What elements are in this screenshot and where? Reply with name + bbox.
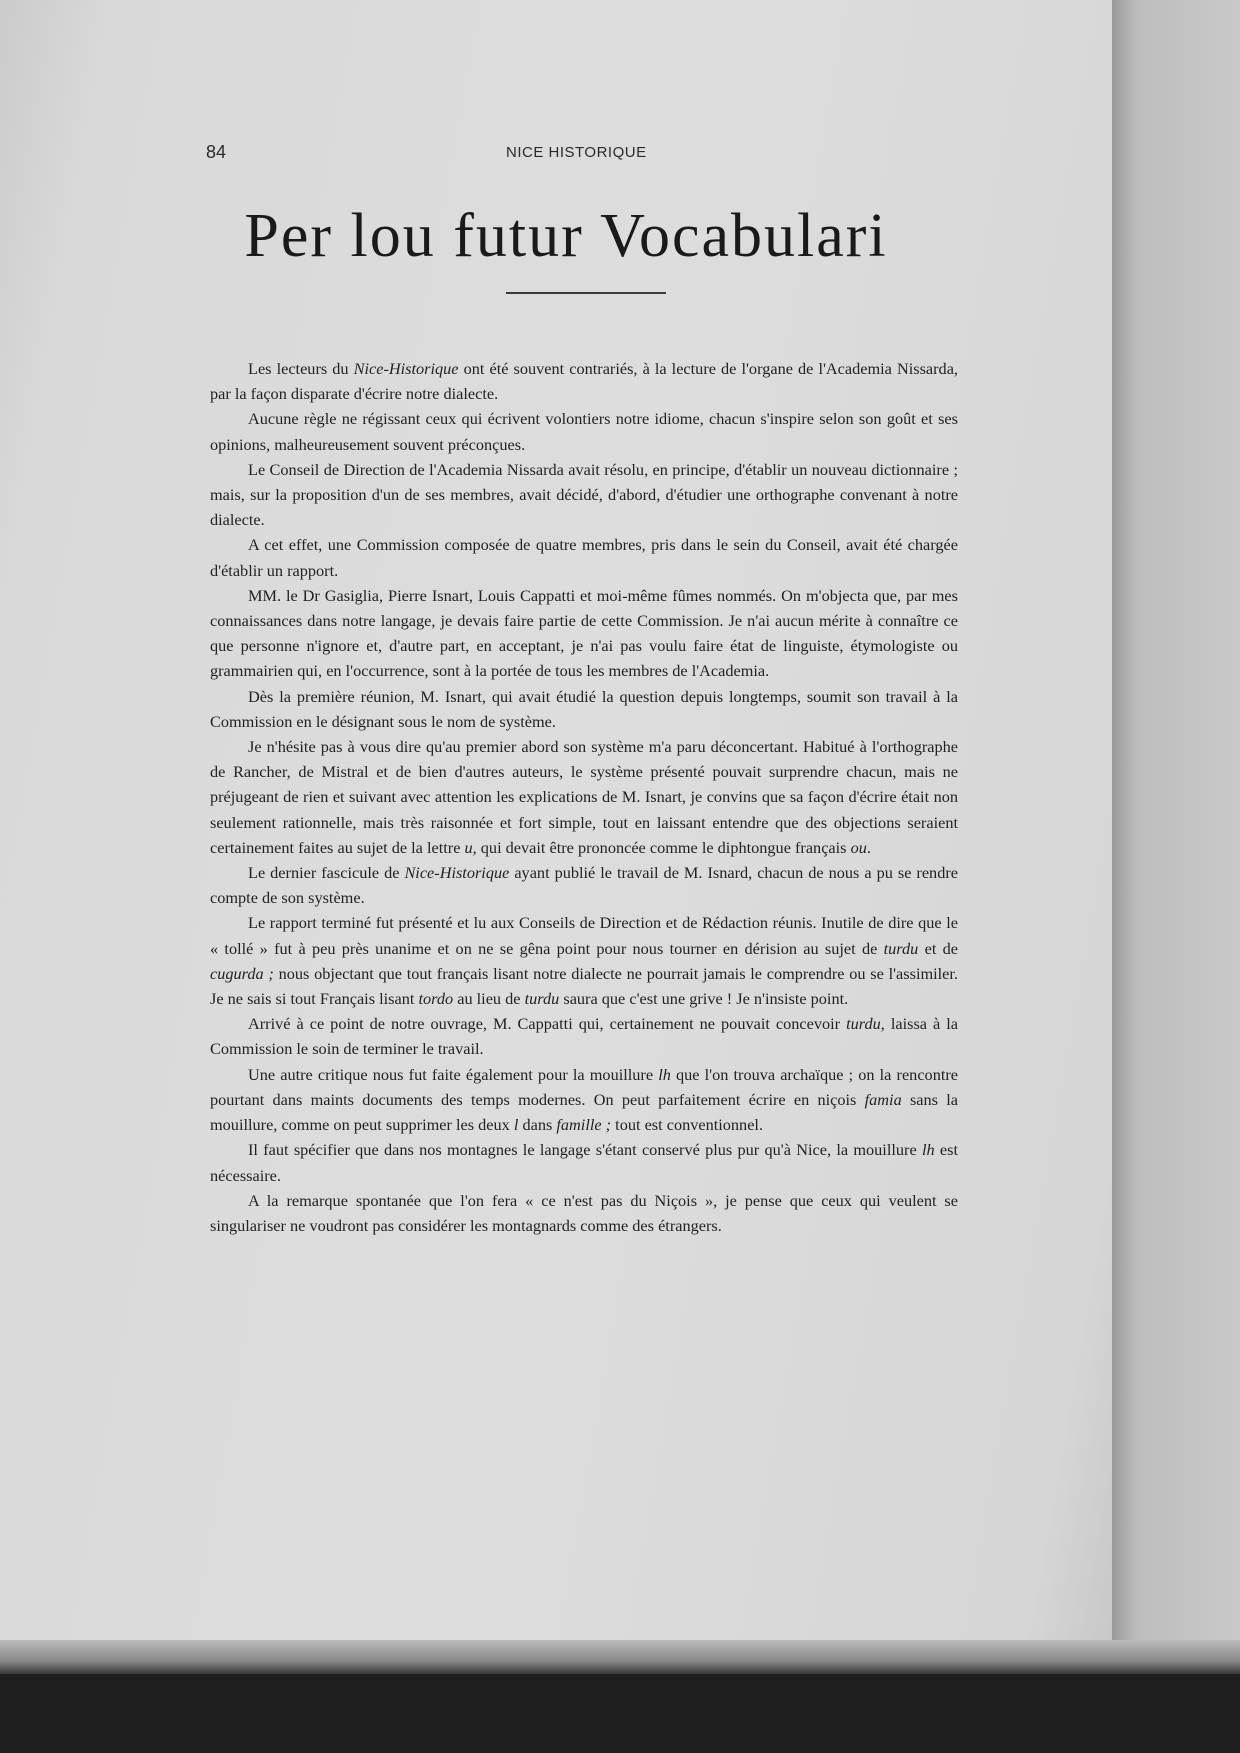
italic-text: tordo: [418, 989, 454, 1009]
italic-text: u: [464, 837, 473, 857]
text-run: ayant publié le travail de M. Isnard, chacun de nous a pu se rendre compte de son système.: [210, 863, 958, 908]
text-run: au lieu de: [453, 989, 525, 1009]
italic-text: ou: [850, 837, 867, 857]
text-run: est nécessaire.: [210, 1140, 958, 1185]
text-run: Le dernier fascicule de: [248, 863, 405, 883]
text-run: MM. le Dr Gasiglia, Pierre Isnart, Louis Cappatti et moi-même fûmes nommés. On m'objecta que, par mes connaissances dans notre langage, je devais faire partie de cette Commission. Je n'ai aucun mérite à connaître ce que personne n'ignore et, d'autre part, en acceptant, je n'ai pas voulu faire état de linguiste, étymologiste ou grammairien qui, en l'occurrence, sont à la portée de tous les membres de l'Academia.: [210, 585, 958, 681]
text-run: A cet effet, une Commission composée de quatre membres, pris dans le sein du Conseil, avait été chargée d'établir un rapport.: [210, 535, 958, 580]
text-run: Je n'hésite pas à vous dire qu'au premier abord son système m'a paru déconcertant. Habitué à l'orthographe de Rancher, de Mistral et de bien d'autres auteurs, le système présenté pouvait surprendre chacun, mais ne préjugeant de rien et suivant avec attention les explications de M. Isnart, je convins que sa façon d'écrire était non seulement rationnelle, mais très raisonnée et fort simple, tout en laissant entendre que des objections seraient certainement faites au sujet de la lettre: [210, 737, 958, 857]
text-run: , laissa à la Commission le soin de terminer le travail.: [210, 1014, 958, 1059]
running-head: NICE HISTORIQUE: [506, 144, 647, 161]
paragraph: [210, 1062, 958, 1138]
page-number: 84: [206, 142, 227, 162]
paragraph: [210, 356, 958, 406]
text-run: Aucune règle ne régissant ceux qui écrivent volontiers notre idiome, chacun s'inspire selon son goût et ses opinions, malheureusement souvent préconçues.: [210, 409, 958, 454]
page-header: [206, 142, 956, 166]
paragraph: [210, 457, 958, 533]
text-run: saura que c'est une grive ! Je n'insiste point.: [559, 989, 849, 1009]
paragraph: [210, 583, 958, 684]
text-run: ont été souvent contrariés, à la lecture de l'organe de l'Academia Nissarda, par la façon disparate d'écrire notre dialecte.: [210, 359, 958, 404]
paragraph: [210, 684, 958, 734]
italic-text: lh: [658, 1064, 671, 1084]
text-run: , qui devait être prononcée comme le diphtongue français: [472, 837, 851, 857]
paragraph: [210, 1011, 958, 1061]
text-run: Arrivé à ce point de notre ouvrage, M. Cappatti qui, certainement ne pouvait concevoir: [248, 1014, 847, 1034]
paragraph: [210, 406, 958, 456]
text-run: dans: [518, 1115, 557, 1135]
paragraph: [210, 1188, 958, 1238]
text-run: sans la mouillure, comme on peut supprimer les deux: [210, 1089, 958, 1135]
text-run: A la remarque spontanée que l'on fera « ce n'est pas du Niçois », je pense que ceux qui veulent se singulariser ne voudront pas considérer les montagnards comme des étrangers.: [210, 1190, 958, 1235]
paragraph: [210, 1137, 958, 1187]
text-run: Les lecteurs du: [248, 359, 354, 378]
paragraph: [210, 860, 958, 910]
text-run: Le Conseil de Direction de l'Academia Nissarda avait résolu, en principe, d'établir un nouveau dictionnaire ; mais, sur la proposition d'un de ses membres, avait décidé, d'abord, d'étudier une orthographe convenant à notre dialecte.: [210, 459, 958, 530]
italic-text: famille ;: [556, 1115, 612, 1135]
text-run: Une autre critique nous fut faite également pour la mouillure: [248, 1064, 659, 1084]
italic-text: l: [513, 1115, 519, 1135]
italic-text: cugurda ;: [210, 963, 274, 983]
italic-text: turdu: [524, 989, 560, 1009]
text-run: Dès la première réunion, M. Isnart, qui avait étudié la question depuis longtemps, soumit son travail à la Commission en le désignant sous le nom de système.: [210, 686, 958, 731]
text-run: .: [866, 837, 871, 857]
italic-text: turdu: [846, 1014, 881, 1034]
italic-text: Nice-Historique: [353, 359, 459, 378]
text-run: Il faut spécifier que dans nos montagnes le langage s'étant conservé plus pur qu'à Nice, la mouillure: [248, 1140, 922, 1160]
italic-text: lh: [921, 1140, 935, 1160]
text-run: nous objectant que tout français lisant notre dialecte ne pourrait jamais le comprendre ou se l'assimiler. Je ne sais si tout Français lisant: [210, 963, 958, 1009]
italic-text: famia: [864, 1089, 902, 1109]
paragraph: [210, 910, 958, 1011]
bottom-edge-shadow: [0, 1640, 1240, 1674]
text-run: que l'on trouva archaïque ; on la rencontre pourtant dans maints documents des temps modernes. On peut parfaitement écrire en niçois: [210, 1064, 959, 1109]
article-body: [210, 356, 958, 1238]
text-run: tout est conventionnel.: [611, 1115, 764, 1135]
italic-text: Nice-Historique: [404, 863, 510, 883]
paragraph: [210, 734, 958, 860]
title-divider: [506, 292, 666, 294]
text-run: Le rapport terminé fut présenté et lu aux Conseils de Direction et de Rédaction réunis. Inutile de dire que le « tollé » fut à peu près unanime et on ne se gêna point pour nous tourner en dérision au sujet de: [210, 913, 958, 958]
paragraph: [210, 532, 958, 582]
article-title: Per lou futur Vocabulari: [244, 202, 888, 270]
italic-text: turdu: [883, 938, 919, 958]
text-run: et de: [918, 938, 959, 958]
